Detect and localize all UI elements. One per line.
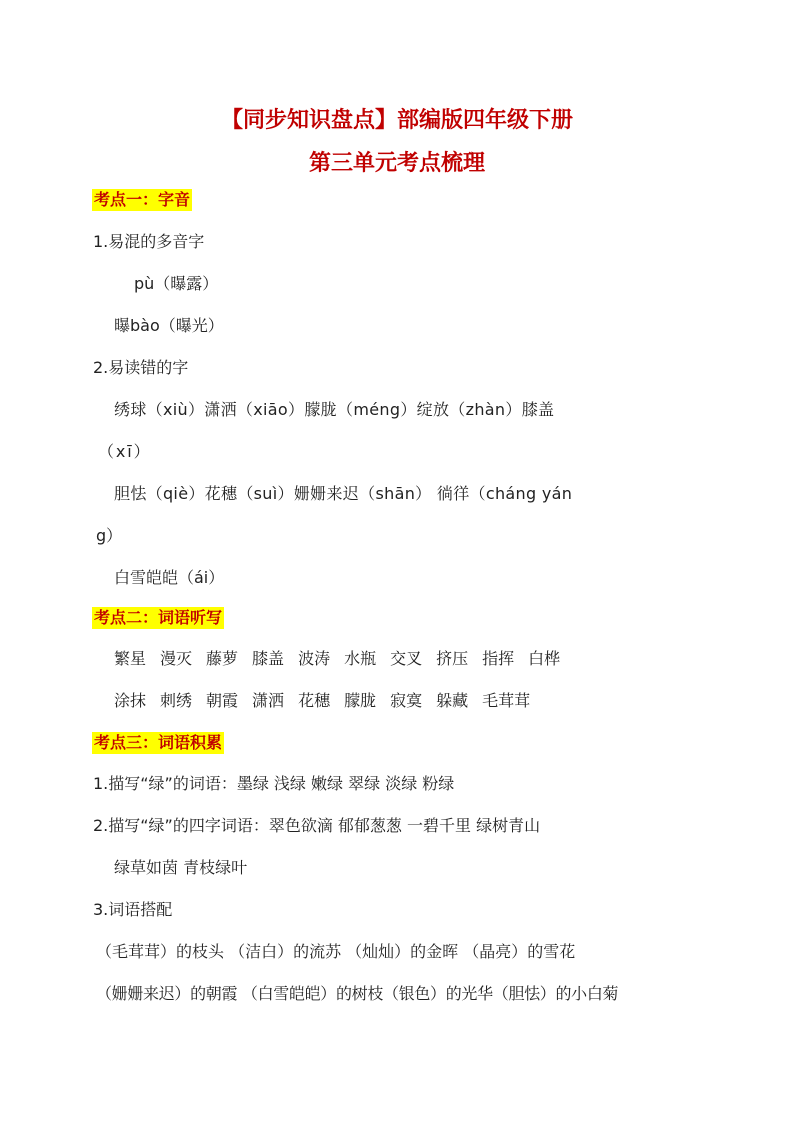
dictation-word: 交叉 (390, 649, 423, 668)
dictation-word: 花穗 (298, 691, 331, 710)
dictation-word: 潇洒 (252, 691, 285, 710)
dictation-word: 躲藏 (436, 691, 469, 710)
dictation-word: 毛茸茸 (482, 691, 531, 710)
misread-line-2: 胆怯（qiè）花穗（suì）姗姗来迟（shān） 徜徉（cháng yán (114, 484, 573, 503)
dictation-word: 指挥 (482, 649, 515, 668)
misread-line-1-continued: （xī） (98, 442, 152, 461)
section-heading-pronunciation: 考点一：字音 (94, 190, 191, 209)
collocation-line-1: （毛茸茸）的枝头 （洁白）的流苏 （灿灿）的金晖 （晶亮）的雪花 (96, 942, 576, 961)
dictation-word: 膝盖 (252, 649, 285, 668)
dictation-word: 漫灭 (160, 649, 193, 668)
dictation-word: 白桦 (528, 649, 561, 668)
polyphonic-label: 1.易混的多音字 (93, 232, 205, 251)
misread-line-1: 绣球（xiù）潇洒（xiāo）朦胧（méng）绽放（zhàn）膝盖 (114, 400, 555, 419)
misread-line-2-continued: g） (96, 526, 123, 545)
collocation-line-2: （姗姗来迟）的朝霞 （白雪皑皑）的树枝（银色）的光华（胆怯）的小白菊 (96, 984, 619, 1003)
dictation-word: 朝霞 (206, 691, 239, 710)
document-subtitle: 第三单元考点梳理 (308, 150, 485, 176)
misread-label: 2.易读错的字 (93, 358, 189, 377)
section-heading-vocabulary: 考点三：词语积累 (94, 733, 223, 752)
dictation-row-1 (114, 648, 574, 670)
dictation-word: 朦胧 (344, 691, 377, 710)
dictation-word: 繁星 (114, 649, 147, 668)
dictation-word: 藤萝 (206, 649, 239, 668)
dictation-word: 波涛 (298, 649, 331, 668)
dictation-row-2 (114, 690, 544, 712)
green-words: 1.描写“绿”的词语：墨绿 浅绿 嫩绿 翠绿 淡绿 粉绿 (93, 774, 455, 793)
dictation-word: 挤压 (436, 649, 469, 668)
dictation-word: 寂寞 (390, 691, 423, 710)
misread-line-3: 白雪皑皑（ái） (114, 568, 225, 587)
polyphonic-reading-1: pù（曝露） (134, 274, 219, 293)
collocation-label: 3.词语搭配 (93, 900, 173, 919)
green-idioms: 2.描写“绿”的四字词语：翠色欲滴 郁郁葱葱 一碧千里 绿树青山 (93, 816, 541, 835)
dictation-word: 刺绣 (160, 691, 193, 710)
dictation-word: 涂抹 (114, 691, 147, 710)
green-idioms-continued: 绿草如茵 青枝绿叶 (114, 858, 248, 877)
document-title: 【同步知识盘点】部编版四年级下册 (220, 107, 573, 133)
polyphonic-reading-2: 曝bào（曝光） (114, 316, 224, 335)
section-heading-dictation: 考点二：词语听写 (94, 608, 223, 627)
dictation-word: 水瓶 (344, 649, 377, 668)
